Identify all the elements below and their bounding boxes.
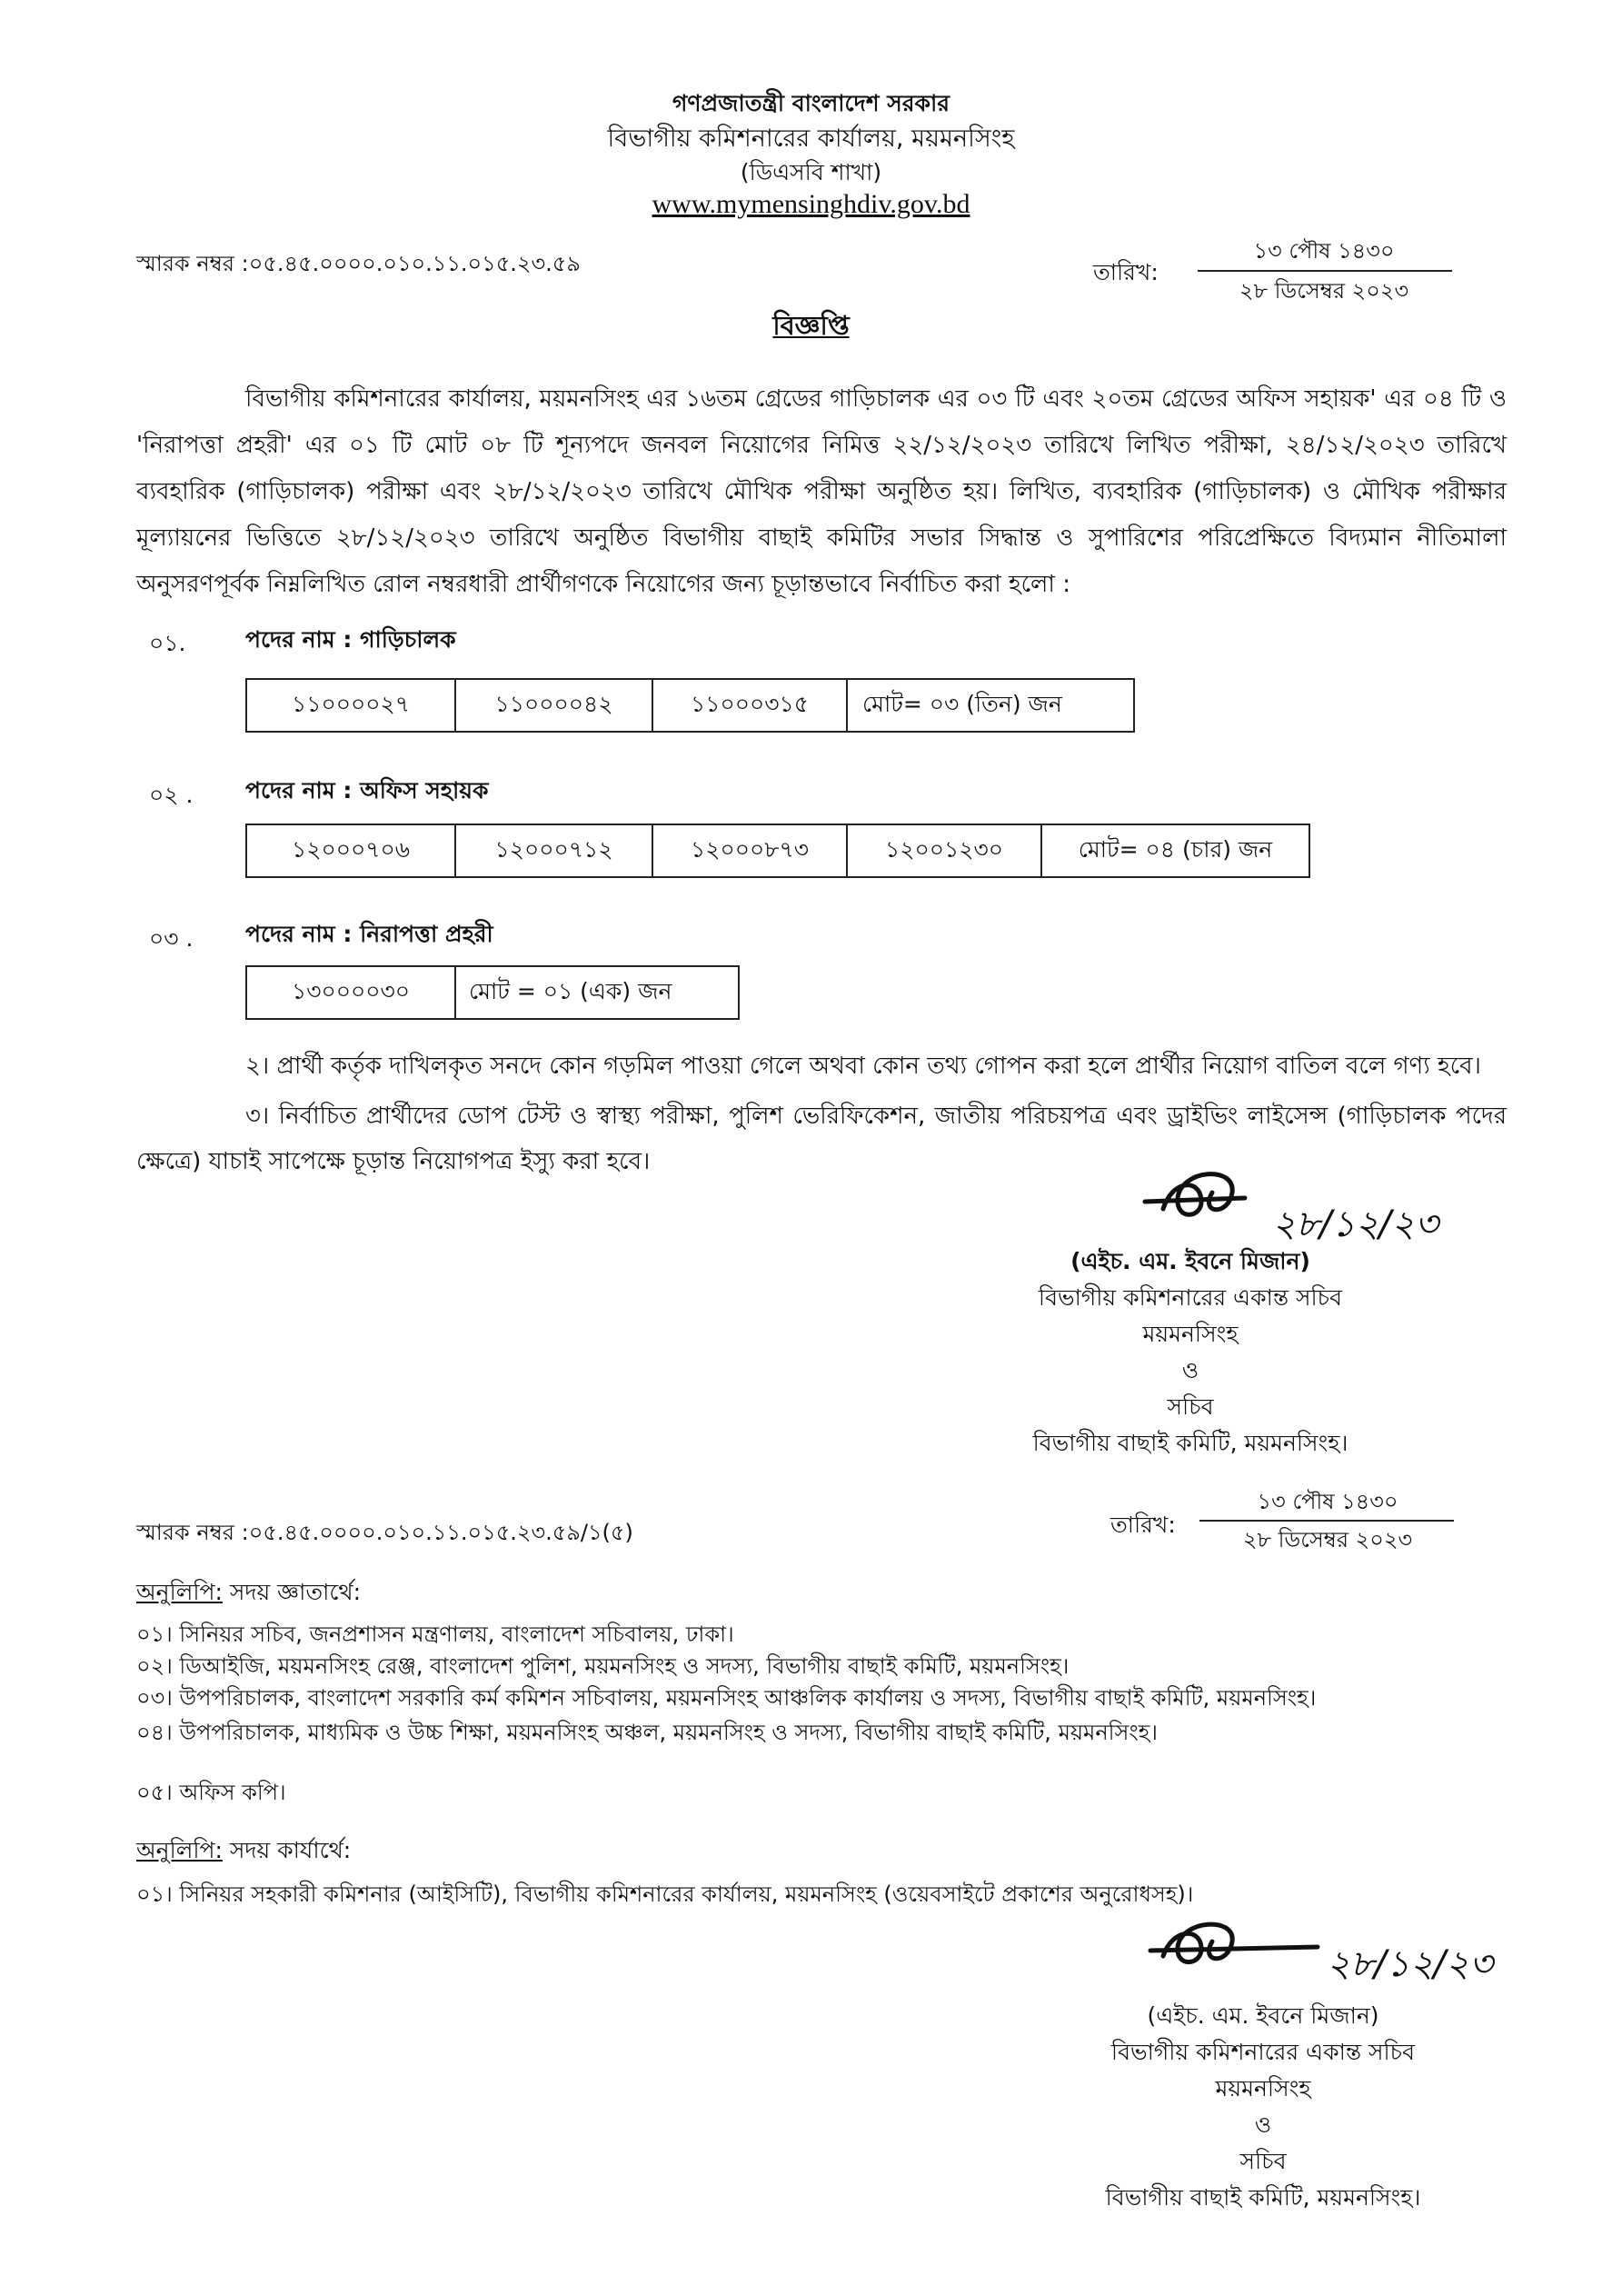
signatory-title-2: সচিব bbox=[1167, 1393, 1214, 1420]
signature-mark-2 bbox=[1145, 1920, 1545, 2002]
office-name: বিভাগীয় কমিশনারের কার্যালয়, ময়মনসিংহ bbox=[607, 125, 1015, 153]
roll-total: মোট= ০৪ (চার) জন bbox=[1041, 824, 1309, 877]
roll-table-office-assistant bbox=[245, 824, 1310, 878]
cc-info-item: ০৫। অফিস কপি। bbox=[136, 1780, 286, 1805]
date-english-2: ২৮ ডিসেম্বর ২০২৩ bbox=[1242, 1527, 1413, 1552]
roll-table-driver bbox=[245, 678, 1135, 733]
roll-number: ১১০০০০৪২ bbox=[455, 679, 652, 732]
date-divider-2 bbox=[1199, 1520, 1454, 1522]
cc-info-item: ০৪। উপপরিচালক, মাধ্যমিক ও উচ্চ শিক্ষা, ময়মনসিংহ অঞ্চল, ময়মনসিংহ ও সদস্য, বিভাগীয় বাছাই কমিটি, ময়মনসিংহ। bbox=[136, 1720, 1158, 1745]
notice-title: বিজ্ঞপ্তি bbox=[772, 310, 850, 341]
roll-number: ১২০০১২৩০ bbox=[847, 824, 1041, 877]
handwritten-date-2: ২৮/১২/২৩ bbox=[1327, 1943, 1493, 1985]
government-name: গণপ্রজাতন্ত্রী বাংলাদেশ সরকার bbox=[672, 90, 950, 116]
signatory-committee-2: বিভাগীয় বাছাই কমিটি, ময়মনসিংহ। bbox=[1105, 2184, 1421, 2211]
cc-info-heading bbox=[136, 1574, 361, 1613]
memo-number-2: স্মারক নম্বর :০৫.৪৫.০০০০.০১০.১১.০১৫.২৩.৫৯/১(৫) bbox=[136, 1520, 633, 1545]
post-serial: ০৩ . bbox=[149, 925, 194, 952]
signatory-name: (এইচ. এম. ইবনে মিজান) bbox=[1070, 1248, 1310, 1274]
roll-total: মোট= ০৩ (তিন) জন bbox=[847, 679, 1134, 732]
signatory-committee: বিভাগীয় বাছাই কমিটি, ময়মনসিংহ। bbox=[1032, 1430, 1348, 1456]
date-label-2: তারিখ: bbox=[1110, 1512, 1176, 1538]
roll-table-security-guard bbox=[245, 965, 740, 1020]
date-english: ২৮ ডিসেম্বর ২০২৩ bbox=[1239, 278, 1409, 304]
cc-action-heading bbox=[136, 1832, 351, 1872]
post-serial: ০২ . bbox=[149, 782, 194, 808]
signatory-title: বিভাগীয় কমিশনারের একান্ত সচিব bbox=[1038, 1284, 1343, 1311]
cc-info-item: ০১। সিনিয়র সচিব, জনপ্রশাসন মন্ত্রণালয়, বাংলাদেশ সচিবালয়, ঢাকা। bbox=[136, 1622, 734, 1647]
roll-number: ১২০০০৭১২ bbox=[455, 824, 652, 877]
date-divider bbox=[1198, 270, 1452, 272]
roll-number: ১২০০০৭০৬ bbox=[246, 824, 455, 877]
signatory-title-2a: বিভাগীয় কমিশনারের একান্ত সচিব bbox=[1110, 2039, 1416, 2065]
notice-body: বিভাগীয় কমিশনারের কার্যালয়, ময়মনসিংহ এর ১৬তম গ্রেডের গাড়িচালক এর ০৩ টি এবং ২০তম গ্রেডের অফিস সহায়ক' এর ০৪ টি ও 'নিরাপত্তা প্রহরী' এর ০১ টি মোট ০৮ টি শূন্যপদে জনবল নিয়োগের নিমিত্ত ২২/১২/২০২৩ তারিখে লিখিত পরীক্ষা, ২৪/১২/২০২৩ তারিখে ব্যবহারিক (গাড়িচালক) পরীক্ষা এবং ২৮/১২/২০২৩ তারিখে মৌখিক পরীক্ষা অনুষ্ঠিত হয়। লিখিত, ব্যবহারিক (গাড়িচালক) ও মৌখিক পরীক্ষার মূল্যায়নের ভিত্তিতে ২৮/১২/২০২৩ তারিখে অনুষ্ঠিত বিভাগীয় বাছাই কমিটির সভার সিদ্ধান্ত ও সুপারিশের পরিপ্রেক্ষিতে বিদ্যমান নীতিমালা অনুসরণপূর্বক নিম্নলিখিত রোল নম্বরধারী প্রার্থীগণকে নিয়োগের জন্য চূড়ান্তভাবে নির্বাচিত করা হলো : bbox=[136, 385, 1507, 598]
post-name: পদের নাম : গাড়িচালক bbox=[245, 626, 456, 653]
cc-action-item: ০১। সিনিয়র সহকারী কমিশনার (আইসিটি), বিভাগীয় কমিশনারের কার্যালয়, ময়মনসিংহ (ওয়েবসাইটে প্রকাশের অনুরোধসহ)। bbox=[136, 1882, 1194, 1907]
roll-number: ১৩০০০০৩০ bbox=[246, 966, 455, 1019]
cc-info-heading-purpose: সদয় জ্ঞাতার্থে: bbox=[222, 1579, 362, 1605]
date-bangla: ১৩ পৌষ ১৪৩০ bbox=[1253, 238, 1395, 264]
signatory-title-2b: সচিব bbox=[1239, 2148, 1287, 2174]
signature-block bbox=[918, 1243, 1463, 1462]
memo-number: স্মারক নম্বর :০৫.৪৫.০০০০.০১০.১১.০১৫.২৩.৫৯ bbox=[136, 251, 581, 276]
cc-info-item: ০২। ডিআইজি, ময়মনসিংহ রেঞ্জ, বাংলাদেশ পুলিশ, ময়মনসিংহ ও সদস্য, বিভাগীয় বাছাই কমিটি, ময়মনসিংহ। bbox=[136, 1653, 1070, 1679]
cc-info-heading-label: অনুলিপি: bbox=[136, 1579, 223, 1605]
note-2: ২। প্রার্থী কর্তৃক দাখিলকৃত সনদে কোন গড়মিল পাওয়া গেলে অথবা কোন তথ্য গোপন করা হলে প্রার্থীর নিয়োগ বাতিল বলে গণ্য হবে। bbox=[245, 1053, 1481, 1080]
signatory-conjunction: ও bbox=[1181, 1357, 1199, 1383]
branch-name: (ডিএসবি শাখা) bbox=[740, 159, 882, 185]
website-link[interactable]: www.mymensinghdiv.gov.bd bbox=[652, 189, 970, 219]
cc-action-heading-label: অনুলিপি: bbox=[136, 1837, 223, 1863]
roll-number: ১২০০০৮৭৩ bbox=[652, 824, 847, 877]
post-name: পদের নাম : নিরাপত্তা প্রহরী bbox=[245, 921, 493, 947]
roll-number: ১১০০০০২৭ bbox=[246, 679, 455, 732]
date-bangla-2: ১৩ পৌষ ১৪৩০ bbox=[1257, 1489, 1398, 1514]
post-serial: ০১. bbox=[149, 630, 186, 656]
handwritten-date: ২৮/১২/২৩ bbox=[1272, 1203, 1438, 1245]
cc-info-item: ০৩। উপপরিচালক, বাংলাদেশ সরকারি কর্ম কমিশন সচিবালয়, ময়মনসিংহ আঞ্চলিক কার্যালয় ও সদস্য, বিভাগীয় বাছাই কমিটি, ময়মনসিংহ। bbox=[136, 1685, 1317, 1711]
signature-block-2 bbox=[1009, 1998, 1518, 2216]
signatory-location-2: ময়মনসিংহ bbox=[1215, 2075, 1311, 2101]
note-3: ৩। নির্বাচিত প্রার্থীদের ডোপ টেস্ট ও স্বাস্থ্য পরীক্ষা, পুলিশ ভেরিফিকেশন, জাতীয় পরিচয়পত্র এবং ড্রাইভিং লাইসেন্স (গাড়িচালক পদের ক্ষেত্রে) যাচাই সাপেক্ষে চূড়ান্ত নিয়োগপত্র ইস্যু করা হবে। bbox=[136, 1103, 1507, 1175]
signatory-name-2: (এইচ. এম. ইবনে মিজান) bbox=[1147, 2002, 1379, 2029]
date-label: তারিখ: bbox=[1093, 259, 1159, 285]
cc-action-heading-purpose: সদয় কার্যার্থে: bbox=[222, 1837, 352, 1863]
roll-number: ১১০০০৩১৫ bbox=[652, 679, 847, 732]
roll-total: মোট = ০১ (এক) জন bbox=[455, 966, 739, 1019]
signature-mark bbox=[1136, 1153, 1463, 1253]
signatory-conjunction-2: ও bbox=[1254, 2111, 1272, 2138]
post-name: পদের নাম : অফিস সহায়ক bbox=[245, 777, 489, 804]
signatory-location: ময়মনসিংহ bbox=[1142, 1321, 1239, 1347]
